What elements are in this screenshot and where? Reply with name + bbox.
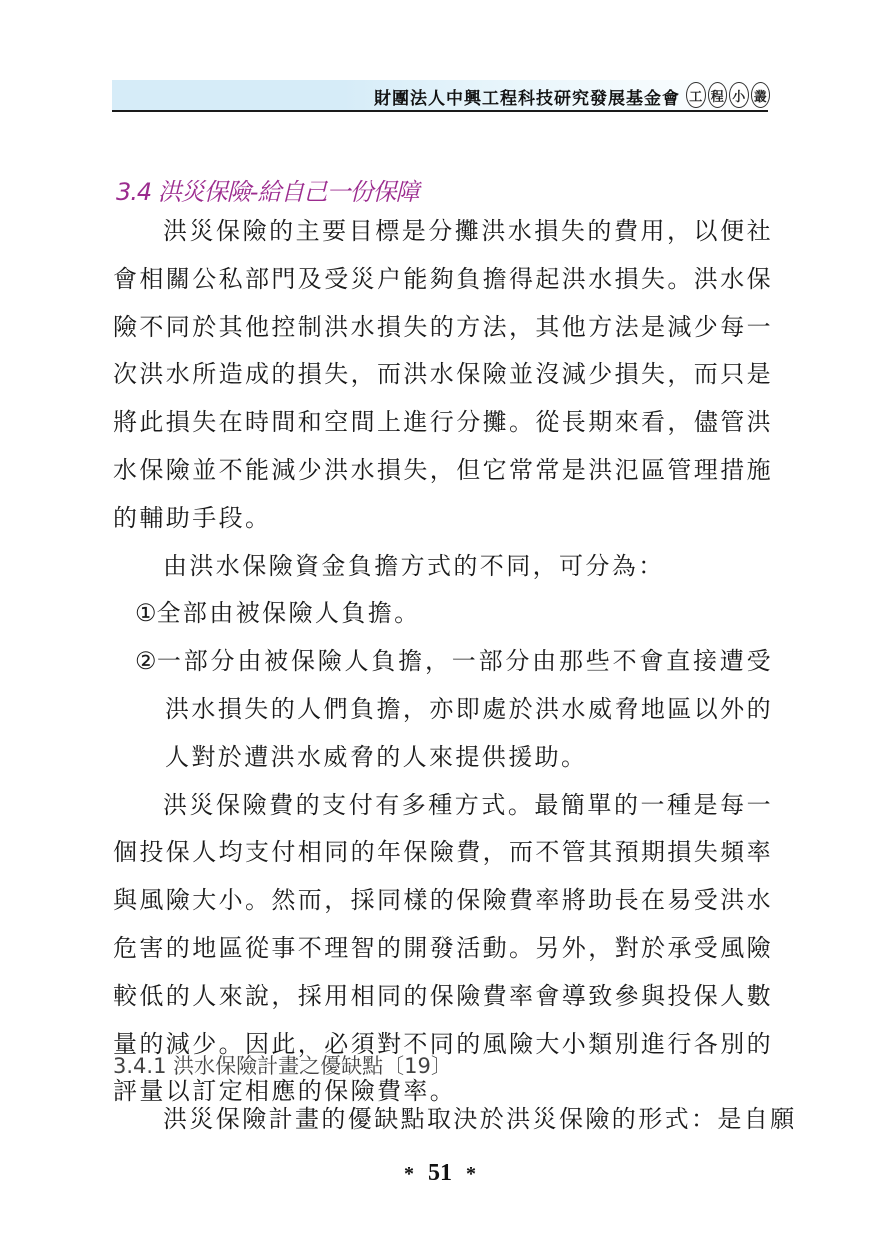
paragraph-4: 洪災保險計畫的優缺點取決於洪災保險的形式：是自願: [163, 1105, 797, 1133]
series-badge-char: 小: [729, 82, 749, 108]
footer-star-right: *: [466, 1163, 476, 1185]
paragraph-3: 洪災保險費的支付有多種方式。最簡單的一種是每一個投保人均支付相同的年保險費，而不管其預期損失頻率與風險大小。然而，採同樣的保險費率將助長在易受洪水危害的地區從事不理智的開發活動。另外，對於承受風險較低的人來說，採用相同的保險費率會導致參與投保人數量的減少。因此，必須對不同的風險大小類別進行各別的評量以訂定相應的保險費率。: [113, 790, 773, 1106]
subsection-title: 3.4.1 洪水保險計畫之優缺點〔19〕: [113, 1054, 452, 1078]
list-item-text: 一部分由被保險人負擔，一部分由那些不會直接遭受洪水損失的人們負擔，亦即處於洪水威脅地區以外的人對於遭洪水威脅的人來提供援助。: [156, 647, 773, 771]
series-badge-char: 工: [686, 82, 706, 108]
list-item-1: [113, 590, 773, 638]
body-text: [113, 208, 773, 1116]
page-footer: [0, 1160, 880, 1187]
series-badge-char: 程: [708, 82, 728, 108]
series-badge: [686, 82, 770, 108]
list-marker: ①: [135, 599, 157, 628]
paragraph-1: 洪災保險的主要目標是分攤洪水損失的費用，以便社會相關公私部門及受災户能夠負擔得起洪水損失。洪水保險不同於其他控制洪水損失的方法，其他方法是減少每一次洪水所造成的損失，而洪水保險並沒減少損失，而只是將此損失在時間和空間上進行分攤。從長期來看，儘管洪水保險並不能減少洪水損失，但它常常是洪氾區管理措施的輔助手段。: [113, 217, 773, 532]
page-number: 51: [428, 1160, 452, 1186]
list-marker: ②: [135, 647, 157, 676]
header-rule: [112, 110, 768, 112]
series-badge-char: 叢: [751, 82, 771, 108]
list-item-text: 全部由被保險人負擔。: [156, 599, 421, 628]
footer-star-left: *: [404, 1163, 414, 1185]
paragraph-2: 由洪水保險資金負擔方式的不同，可分為：: [163, 551, 665, 580]
list-item-2: [113, 638, 773, 781]
publisher-name: 財團法人中興工程科技研究發展基金會: [374, 89, 680, 109]
section-title: 3.4 洪災保險-給自己一份保障: [116, 178, 419, 206]
